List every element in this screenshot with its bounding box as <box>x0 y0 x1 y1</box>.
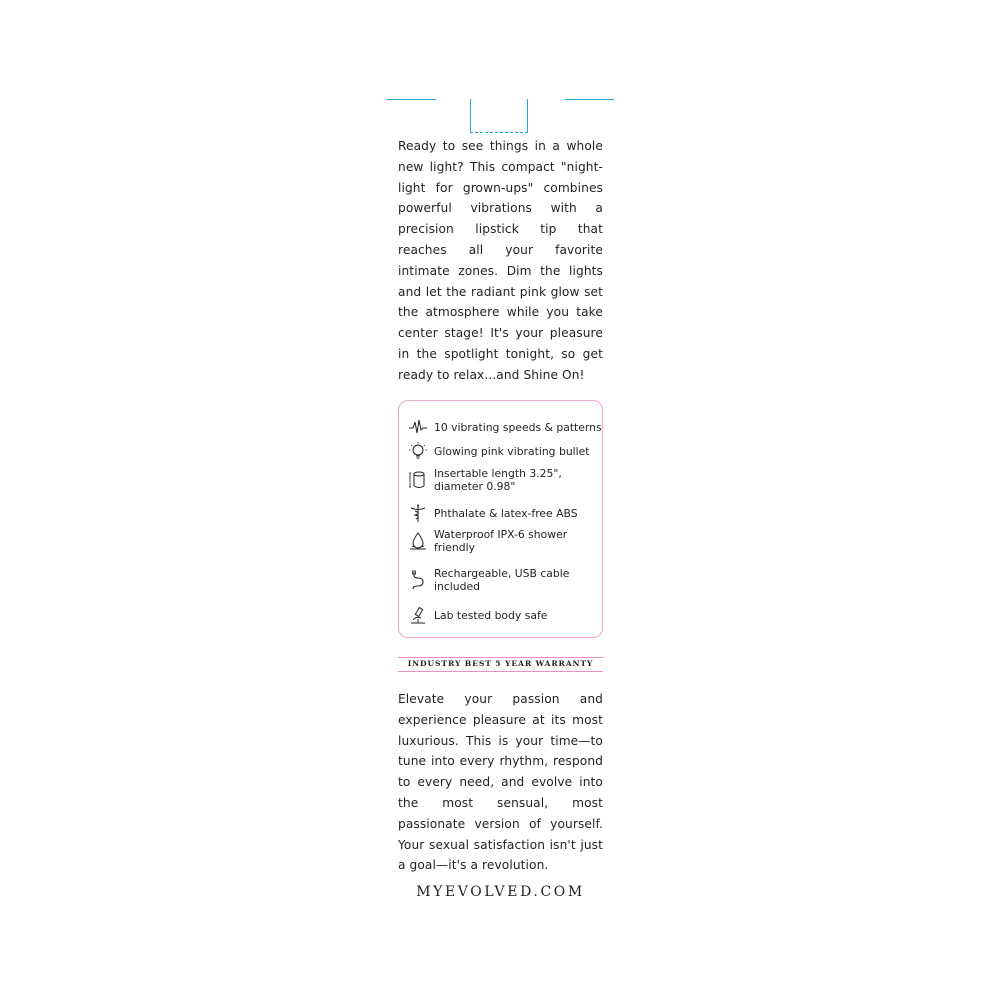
feature-item <box>407 604 547 626</box>
feature-item <box>407 567 584 593</box>
feature-text: Waterproof IPX-6 shower friendly <box>434 528 568 554</box>
ruler-cylinder-icon <box>407 469 429 491</box>
feature-text: Glowing pink vibrating bullet <box>434 444 590 458</box>
feature-text: Rechargeable, USB cable included <box>434 567 570 593</box>
feature-text: Phthalate & latex-free ABS <box>434 506 578 520</box>
intro-paragraph: Ready to see things in a whole new light? This compact "night-light for grown-ups" combines powerful vibrations with a precision lipstick tip that reaches all your favorite intimate zones. Dim the lights and let the radiant pink glow set the atmosphere while you take center stage! It's your pleasure in the spotlight tonight, so get ready to relax...and Shine On! <box>398 139 603 382</box>
pulse-wave-icon <box>407 416 429 438</box>
usb-cable-icon <box>407 569 429 591</box>
hang-tab-line-right <box>565 99 614 100</box>
water-drop-icon <box>407 530 429 552</box>
feature-text: Lab tested body safe <box>434 608 548 622</box>
feature-item <box>407 416 602 438</box>
closing-paragraph: Elevate your passion and experience pleasure at its most luxurious. This is your time—to tune into every rhythm, respond to every need, and evolve into the most sensual, most passionate version of yourself. Your sexual satisfaction isn't just a goal—it's a revolution. <box>398 692 603 873</box>
warranty-banner: INDUSTRY BEST 5 YEAR WARRANTY <box>398 657 603 672</box>
feature-item <box>407 440 590 462</box>
feature-text: Insertable length 3.25", diameter 0.98" <box>434 467 562 493</box>
caduceus-icon <box>407 502 429 524</box>
hang-tab-outline <box>470 99 528 133</box>
feature-list-box <box>398 400 603 638</box>
microscope-icon <box>407 604 429 626</box>
feature-item <box>407 467 584 493</box>
feature-item <box>407 502 578 524</box>
website-url: MYEVOLVED.COM <box>416 884 585 900</box>
lightbulb-icon <box>407 440 429 462</box>
feature-text: 10 vibrating speeds & patterns <box>434 420 602 434</box>
feature-item <box>407 528 584 554</box>
hang-tab-line-left <box>387 99 436 100</box>
